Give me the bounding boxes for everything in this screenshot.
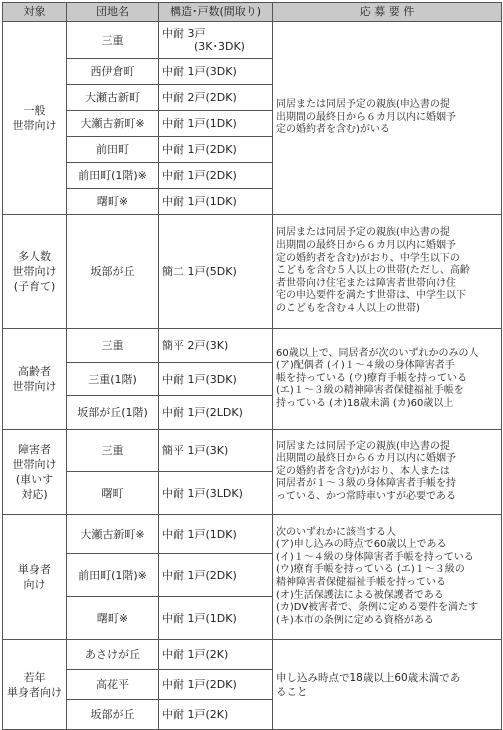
requirement-line: (ウ)療育手帳を持っている (エ)１～３級の (276, 564, 465, 576)
danchi-name-cell: 三重 (67, 22, 159, 59)
target-category-line: 世帯向け (12, 380, 57, 393)
danchi-name-cell: 高花平 (67, 670, 159, 700)
danchi-name-cell: 坂部が丘 (67, 700, 159, 730)
structure-line: 中耐 1戸(2K) (162, 708, 229, 721)
target-category-line: 障害者 (18, 443, 51, 456)
structure-line: 中耐 2戸(2DK) (162, 91, 237, 104)
target-category-cell (3, 329, 67, 430)
requirement-line: (オ)生活保護法による被保護者である (276, 589, 444, 601)
structure-line: 中耐 1戸(1DK) (162, 195, 237, 208)
danchi-name-cell: 前田町 (67, 137, 159, 163)
structure-line: 中耐 1戸(1DK) (162, 117, 237, 130)
requirement-line: こどもを含む５人以上の世帯(ただし、高齢 (276, 265, 470, 277)
structure-line: 中耐 1戸(2LDK) (162, 406, 243, 419)
danchi-name-cell: 曙町 (67, 472, 159, 515)
target-category-cell (3, 22, 67, 215)
requirement-line: 出期間の最終日から６カ月以内に婚姻予 (276, 453, 456, 465)
danchi-name-cell: 三重 (67, 430, 159, 472)
structure-cell (159, 597, 273, 640)
header-danchi: 団地名 (67, 3, 159, 22)
header-target: 対象 (3, 3, 67, 22)
requirement-line: 者世帯向け住宅または障害者世帯向け住 (276, 277, 456, 289)
table-row (3, 430, 502, 472)
target-category-line: 単身者 (18, 563, 51, 576)
target-category-line: 多人数 (18, 250, 51, 263)
target-category-line: 一般 (23, 104, 46, 117)
requirement-line: 同居または同居予定の親族(申込書の提 (276, 440, 450, 452)
requirement-line: (ア)申し込みの時点で60歳以上である (276, 539, 447, 551)
requirement-line: 60歳以上で、同居者が次のいずれかのみの人 (276, 347, 479, 359)
requirement-line: (ア)配偶者 (イ)１～４級の身体障害者手 (276, 360, 455, 372)
target-category-line: 世帯向け (12, 119, 57, 132)
danchi-name-cell: あさけが丘 (67, 640, 159, 670)
target-category-line: 対応) (21, 488, 48, 501)
requirement-line: 定の婚約者を含む)がいる (276, 124, 390, 136)
structure-cell (159, 554, 273, 597)
danchi-name-cell: 前田町(1階)※ (67, 163, 159, 189)
requirement-line: 同居者が１～３級の身体障害者手帳を持 (276, 478, 456, 490)
requirement-line: っている、かつ常時車いすが必要である (276, 490, 456, 502)
requirement-line: 持っている (オ)18歳未満 (カ)60歳以上 (276, 397, 454, 409)
structure-line: 中耐 1戸(1DK) (162, 527, 237, 541)
requirement-line: (エ)１～３級の精神障害者保健福祉手帳を (276, 385, 464, 397)
structure-line: 簡平 1戸(3K) (162, 444, 229, 457)
header-requirements: 応 募 要 件 (273, 3, 502, 22)
header-structure: 構造･戸数(間取り) (159, 3, 273, 22)
target-category-cell (3, 640, 67, 730)
requirement-line: 定の婚約者を含む)がおり、中学生以下の (276, 252, 460, 264)
structure-line: 中耐 1戸(2DK) (162, 143, 237, 156)
requirement-cell (273, 640, 502, 730)
structure-cell (159, 640, 273, 670)
target-category-line: 世帯向け (12, 265, 57, 278)
structure-line: 中耐 1戸(1DK) (162, 611, 237, 625)
target-category-line: 高齢者 (18, 365, 51, 378)
structure-cell (159, 85, 273, 111)
requirement-cell (273, 215, 502, 329)
requirement-line: 宅の申込要件を満たす世帯は、中学生以下 (276, 290, 466, 302)
structure-cell (159, 111, 273, 137)
structure-cell (159, 163, 273, 189)
structure-line: 中耐 1戸(2DK) (162, 169, 237, 182)
requirement-line: ること (276, 685, 308, 698)
structure-cell (159, 363, 273, 396)
structure-line: 中耐 1戸(3DK) (162, 372, 237, 386)
table-row (3, 640, 502, 670)
danchi-name-cell: 西伊倉町 (67, 59, 159, 85)
requirement-cell (273, 515, 502, 640)
table-row (3, 22, 502, 59)
target-category-cell (3, 430, 67, 515)
structure-cell (159, 472, 273, 515)
structure-cell (159, 189, 273, 215)
danchi-name-cell: 大瀬古新町 (67, 85, 159, 111)
danchi-name-cell: 曙町※ (67, 597, 159, 640)
danchi-name-cell: 大瀬古新町※ (67, 515, 159, 554)
danchi-name-cell: 三重 (67, 329, 159, 363)
danchi-name-cell: 三重(1階) (67, 363, 159, 396)
danchi-name-cell: 坂部が丘 (67, 215, 159, 329)
structure-line: 中耐 1戸(2DK) (162, 678, 237, 691)
target-category-line: 単身者向け (7, 685, 62, 699)
requirement-line: (カ)DV被害者で、条例に定める要件を満たす (276, 602, 478, 614)
danchi-name-cell: 曙町※ (67, 189, 159, 215)
header-row (3, 3, 502, 22)
requirement-line: 定の婚約者を含む)がおり、本人または (276, 465, 450, 477)
requirement-cell (273, 22, 502, 215)
structure-line: 中耐 3戸 (162, 27, 206, 40)
requirement-cell (273, 430, 502, 515)
danchi-name-cell: 大瀬古新町※ (67, 111, 159, 137)
table-row (3, 329, 502, 363)
target-category-line: (子育て) (13, 280, 56, 293)
requirement-line: のこどもを含む４人以上の世帯) (276, 302, 420, 314)
structure-line: 中耐 1戸(3DK) (162, 65, 237, 78)
housing-application-table (2, 2, 502, 730)
target-category-line: 世帯向け (12, 458, 57, 471)
structure-line: 中耐 1戸(3LDK) (162, 486, 243, 500)
structure-cell (159, 670, 273, 700)
target-category-cell (3, 215, 67, 329)
requirement-line: 精神障害者保健福祉手帳を持っている (276, 577, 446, 588)
requirement-line: (キ)本市の条例に定める資格がある (276, 614, 434, 626)
table-row (3, 515, 502, 554)
structure-line: 中耐 1戸(2DK) (162, 568, 237, 582)
requirement-line: 次のいずれかに該当する人 (276, 526, 396, 538)
table-row (3, 215, 502, 329)
requirement-line: 帳を持っている (ウ)療育手帳を持っている (276, 372, 467, 384)
structure-cell (159, 700, 273, 730)
structure-cell (159, 22, 273, 59)
requirement-cell (273, 329, 502, 430)
structure-cell (159, 59, 273, 85)
structure-cell (159, 329, 273, 363)
structure-cell (159, 396, 273, 430)
danchi-name-cell: 坂部が丘(1階) (67, 396, 159, 430)
structure-cell (159, 430, 273, 472)
requirement-line: 出期間の最終日から６カ月以内に婚姻予 (276, 111, 456, 123)
requirement-line: 出期間の最終日から６カ月以内に婚姻予 (276, 240, 456, 252)
structure-cell (159, 215, 273, 329)
requirement-line: 同居または同居予定の親族(申込書の提 (276, 99, 450, 111)
structure-line: 簡二 1戸(5DK) (162, 265, 237, 278)
table-body (3, 22, 502, 730)
structure-cell (159, 137, 273, 163)
structure-line: 簡平 2戸(3K) (162, 339, 229, 352)
structure-cell (159, 515, 273, 554)
requirement-line: 同居または同居予定の親族(申込書の提 (276, 227, 450, 239)
requirement-line: (イ)１～４級の身体障害者手帳を持っている (276, 551, 474, 563)
target-category-line: 向け (23, 578, 46, 591)
target-category-line: 若年 (23, 670, 46, 684)
danchi-name-cell: 前田町(1階)※ (67, 554, 159, 597)
structure-line: 中耐 1戸(2K) (162, 648, 229, 661)
structure-line: (3K･3DK) (194, 40, 245, 53)
target-category-cell (3, 515, 67, 640)
requirement-line: 申し込み時点で18歳以上60歳未満であ (276, 671, 461, 684)
target-category-line: (車いす (15, 473, 54, 486)
